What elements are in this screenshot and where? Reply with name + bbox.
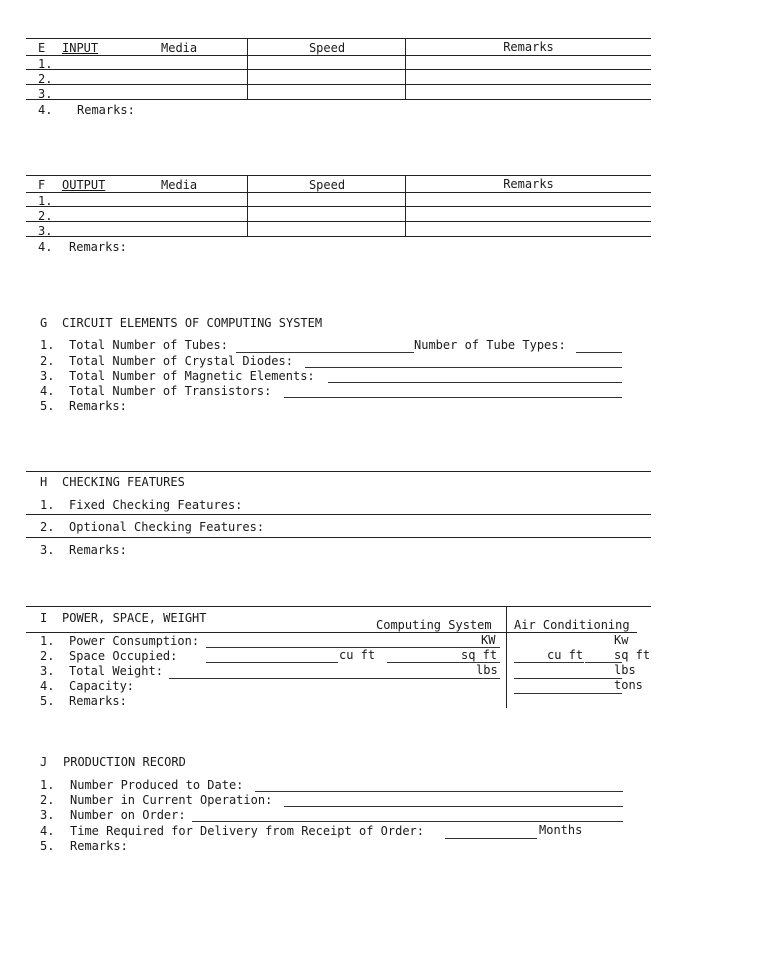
space-cu-ft-field[interactable]	[206, 662, 338, 663]
circuit-item-3-label: Total Number of Magnetic Elements:	[69, 369, 315, 383]
production-item-1-label: Number Produced to Date:	[70, 778, 244, 792]
input-row-3: 3.	[38, 87, 53, 101]
checking-item-2-label: Optional Checking Features:	[69, 520, 265, 534]
checking-top-rule	[26, 471, 651, 472]
output-row-1: 1.	[38, 194, 53, 208]
kw-air-unit: Kw	[614, 633, 629, 647]
production-item-2-label: Number in Current Operation:	[70, 793, 273, 807]
power-item-3-label: Total Weight:	[69, 664, 163, 678]
power-header-rule	[26, 632, 637, 633]
output-header-rule	[26, 192, 651, 193]
delivery-time-field[interactable]	[445, 838, 537, 839]
production-item-4-label: Time Required for Delivery from Receipt of Order:	[70, 824, 425, 838]
checking-item-3-num: 3.	[40, 543, 55, 557]
checking-letter: H	[40, 475, 48, 489]
input-row-rule-1	[26, 69, 651, 70]
circuit-title: CIRCUIT ELEMENTS OF COMPUTING SYSTEM	[62, 316, 323, 330]
output-row-rule-2	[26, 221, 651, 222]
output-top-rule	[26, 175, 651, 176]
output-row-2: 2.	[38, 209, 53, 223]
input-col-media: Media	[161, 41, 198, 55]
input-remarks-num: 4.	[38, 103, 53, 117]
output-row-rule-1	[26, 206, 651, 207]
circuit-item-1-num: 1.	[40, 338, 55, 352]
power-top-rule	[26, 606, 651, 607]
input-col-speed: Speed	[308, 41, 346, 55]
production-item-5-label: Remarks:	[70, 839, 128, 853]
circuit-item-4-label: Total Number of Transistors:	[69, 384, 272, 398]
circuit-item-4-num: 4.	[40, 384, 55, 398]
checking-item-3-label: Remarks:	[69, 543, 127, 557]
tubes-field[interactable]	[236, 352, 414, 353]
cu-ft-unit: cu ft	[339, 648, 376, 662]
optional-checking-field[interactable]	[26, 537, 651, 538]
circuit-item-5-num: 5.	[40, 399, 55, 413]
output-title: OUTPUT	[62, 178, 106, 192]
production-item-2-num: 2.	[40, 793, 55, 807]
transistors-field[interactable]	[284, 397, 622, 398]
sq-ft-air-unit: sq ft	[614, 648, 651, 662]
power-title: POWER, SPACE, WEIGHT	[62, 611, 207, 625]
input-row-2: 2.	[38, 72, 53, 86]
output-row-rule-3	[26, 236, 651, 237]
cu-ft-air-unit: cu ft	[547, 648, 584, 662]
fixed-checking-field[interactable]	[26, 514, 651, 515]
output-remarks-label: Remarks:	[69, 240, 127, 254]
power-item-5-num: 5.	[40, 694, 55, 708]
input-letter: E	[38, 41, 46, 55]
output-remarks-num: 4.	[38, 240, 53, 254]
circuit-item-3-num: 3.	[40, 369, 55, 383]
input-row-1: 1.	[38, 57, 53, 71]
input-remarks-label: Remarks:	[77, 103, 135, 117]
col-air-conditioning: Air Conditioning	[514, 618, 630, 632]
output-letter: F	[38, 178, 46, 192]
checking-item-1-num: 1.	[40, 498, 55, 512]
circuit-item-2-label: Total Number of Crystal Diodes:	[69, 354, 293, 368]
power-letter: I	[40, 611, 48, 625]
production-item-3-num: 3.	[40, 808, 55, 822]
output-col-media: Media	[161, 178, 198, 192]
input-col-remarks: Remarks	[503, 40, 554, 54]
production-item-1-num: 1.	[40, 778, 55, 792]
input-title: INPUT	[62, 41, 99, 55]
production-item-4-num: 4.	[40, 824, 55, 838]
circuit-item-5-label: Remarks:	[69, 399, 127, 413]
input-top-rule	[26, 38, 651, 39]
production-item-3-label: Number on Order:	[70, 808, 186, 822]
circuit-item-2-num: 2.	[40, 354, 55, 368]
crystal-diodes-field[interactable]	[305, 367, 622, 368]
capacity-field[interactable]	[514, 693, 622, 694]
input-row-rule-2	[26, 84, 651, 85]
power-item-1-num: 1.	[40, 634, 55, 648]
input-row-rule-3	[26, 99, 651, 100]
months-label: Months	[539, 823, 583, 837]
lbs-air-unit: lbs	[614, 663, 636, 677]
production-title: PRODUCTION RECORD	[63, 755, 186, 769]
circuit-item-1-label: Total Number of Tubes:	[69, 338, 228, 352]
output-col-speed: Speed	[308, 178, 346, 192]
magnetic-elements-field[interactable]	[328, 382, 622, 383]
circuit-letter: G	[40, 316, 48, 330]
produced-to-date-field[interactable]	[255, 791, 623, 792]
power-item-3-num: 3.	[40, 664, 55, 678]
power-divider	[506, 606, 507, 708]
output-row-3: 3.	[38, 224, 53, 238]
production-letter: J	[40, 755, 48, 769]
power-item-1-label: Power Consumption:	[69, 634, 200, 648]
current-operation-field[interactable]	[284, 806, 623, 807]
sq-ft-unit: sq ft	[461, 648, 498, 662]
power-item-2-label: Space Occupied:	[69, 649, 178, 663]
checking-title: CHECKING FEATURES	[62, 475, 185, 489]
on-order-field[interactable]	[192, 821, 623, 822]
tube-types-field[interactable]	[576, 352, 622, 353]
air-weight-field[interactable]	[514, 678, 622, 679]
lbs-unit: lbs	[476, 663, 498, 677]
input-header-rule	[26, 55, 651, 56]
power-item-2-num: 2.	[40, 649, 55, 663]
power-item-4-label: Capacity:	[69, 679, 135, 693]
air-cu-ft-field[interactable]	[514, 662, 584, 663]
tons-unit: tons	[614, 678, 643, 692]
output-col-remarks: Remarks	[503, 177, 554, 191]
total-weight-field[interactable]	[169, 678, 500, 679]
col-computing-system: Computing System	[376, 618, 492, 632]
tube-types-label: Number of Tube Types:	[414, 338, 566, 352]
power-item-4-num: 4.	[40, 679, 55, 693]
power-item-5-label: Remarks:	[69, 694, 127, 708]
production-item-5-num: 5.	[40, 839, 55, 853]
checking-item-1-label: Fixed Checking Features:	[69, 498, 243, 512]
kw-unit: KW	[481, 633, 496, 647]
checking-item-2-num: 2.	[40, 520, 55, 534]
